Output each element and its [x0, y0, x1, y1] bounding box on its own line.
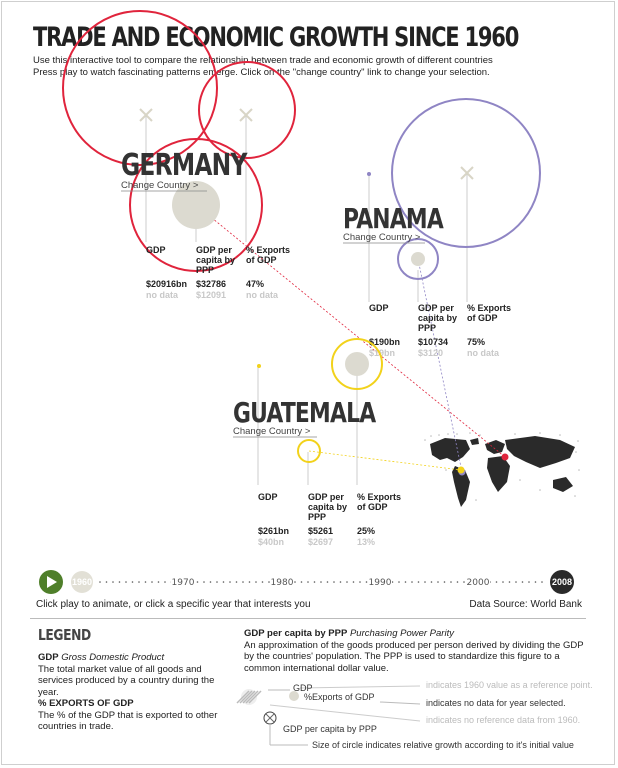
guatemala-header-exports-0: % Exports — [357, 492, 402, 502]
guatemala-ref-gdp: $40bn — [258, 537, 285, 547]
legend-ppp-term: GDP per capita by PPP — [244, 628, 348, 639]
panama-value-exports: 75% — [467, 337, 486, 347]
guatemala-header-exports-1: of GDP — [357, 502, 388, 512]
key-ppp-label: GDP per capita by PPP — [283, 724, 377, 734]
germany-ref-gdp: no data — [146, 290, 179, 300]
legend-ppp — [244, 628, 589, 674]
germany-value-gdppc: $32786 — [196, 279, 227, 289]
timeline-dot — [268, 581, 270, 583]
panama-value-gdppc: $10734 — [418, 337, 449, 347]
legend-ppp-term-italic: Purchasing Power Parity — [349, 628, 454, 639]
timeline-dot — [496, 581, 498, 583]
timeline-dot — [522, 581, 524, 583]
timeline-dot — [333, 581, 335, 583]
germany-ref-exports: no data — [246, 290, 279, 300]
key-gdp-label: GDP — [293, 683, 313, 693]
panama-value-gdp: $190bn — [369, 337, 401, 347]
note-size: Size of circle indicates relative growth according to it's initial value — [312, 740, 574, 750]
germany-value-exports: 47% — [246, 279, 265, 289]
timeline-dot — [418, 581, 420, 583]
timeline-dot — [535, 581, 537, 583]
timeline-dot — [457, 581, 459, 583]
timeline-dot — [197, 581, 199, 583]
timeline-dot — [528, 581, 530, 583]
timeline-dot — [411, 581, 413, 583]
guatemala-map-marker — [458, 467, 465, 474]
panama-ref-gdppc: $3120 — [418, 348, 444, 358]
panama-header-gdp: GDP — [369, 303, 389, 313]
start-year-label: 1960 — [71, 577, 93, 587]
panama-stem-dot — [367, 172, 371, 176]
timeline-year-1980[interactable]: 1980 — [270, 578, 294, 588]
germany-value-gdp: $20916bn — [146, 279, 188, 289]
timeline-dot — [99, 581, 101, 583]
timeline-dot — [340, 581, 342, 583]
panama-change-country-link[interactable]: Change Country > — [343, 232, 421, 243]
germany-header-gdppc-2: PPP — [196, 265, 215, 275]
legend-gdp-desc: The total market value of all goods and services produced by a country during the year. — [38, 663, 215, 698]
germany-map-marker — [502, 454, 509, 461]
key-reference-leader — [300, 686, 420, 688]
timeline-dot — [502, 581, 504, 583]
guatemala-value-gdppc: $5261 — [308, 526, 334, 536]
timeline-dot — [216, 581, 218, 583]
timeline-dot — [229, 581, 231, 583]
world-map — [430, 436, 575, 507]
germany-header-gdppc-0: GDP per — [196, 245, 232, 255]
legend-divider — [30, 618, 586, 619]
intro-line-2: Press play to watch fascinating patterns emerge. Click on the "change country" link to change your selection. — [33, 66, 490, 78]
note-nodata-ref: indicates no reference data from 1960. — [426, 715, 581, 725]
play-button[interactable] — [39, 570, 63, 594]
timeline-year-2000[interactable]: 2000 — [466, 578, 490, 588]
germany-header-gdp: GDP — [146, 245, 166, 255]
germany-country-name: GERMANY — [120, 148, 247, 183]
panama-ref-exports: no data — [467, 348, 500, 358]
legend-title: LEGEND — [38, 626, 91, 644]
timeline-dot — [301, 581, 303, 583]
note-nodata-year: indicates no data for year selected. — [426, 698, 566, 708]
timeline-dot — [106, 581, 108, 583]
panama-ref-gdp: $19bn — [369, 348, 396, 358]
current-year-label: 2008 — [551, 577, 573, 587]
timeline-year-1990[interactable]: 1990 — [368, 578, 392, 588]
guatemala-country-name: GUATEMALA — [233, 396, 376, 429]
timeline-dot — [138, 581, 140, 583]
timeline-dot — [320, 581, 322, 583]
timeline-dot — [203, 581, 205, 583]
timeline-dot — [515, 581, 517, 583]
key-ref-leader — [270, 705, 420, 721]
panama-header-gdppc-2: PPP — [418, 323, 437, 333]
legend-exports — [38, 698, 233, 733]
panama-header-gdppc-1: capita by — [418, 313, 458, 323]
guatemala-header-gdppc-0: GDP per — [308, 492, 344, 502]
timeline-dot — [353, 581, 355, 583]
guatemala-ref-gdppc: $2697 — [308, 537, 334, 547]
chart-layer — [63, 11, 540, 547]
germany-header-exports-0: % Exports — [246, 245, 291, 255]
key-no-data-hatch — [237, 689, 261, 705]
timeline-dot — [125, 581, 127, 583]
timeline-dot — [119, 581, 121, 583]
guatemala-value-gdp: $261bn — [258, 526, 290, 536]
timeline-dot — [223, 581, 225, 583]
guatemala-header-gdppc-1: capita by — [308, 502, 348, 512]
key-nodata-leader — [380, 702, 420, 704]
germany-growth-ring-0 — [63, 11, 217, 165]
panama-header-exports-1: of GDP — [467, 313, 498, 323]
timeline-dot — [294, 581, 296, 583]
timeline-dot — [405, 581, 407, 583]
timeline-dot — [541, 581, 543, 583]
timeline-dot — [359, 581, 361, 583]
timeline-dot — [327, 581, 329, 583]
legend-exports-term: % EXPORTS OF GDP — [38, 698, 134, 709]
timeline-dot — [132, 581, 134, 583]
key-exports-label: %Exports of GDP — [304, 692, 375, 702]
germany-header-gdppc-1: capita by — [196, 255, 236, 265]
timeline-hint: Click play to animate, or click a specific year that interests you — [36, 599, 311, 610]
germany-header-exports-1: of GDP — [246, 255, 277, 265]
timeline-dot — [164, 581, 166, 583]
guatemala-change-country-link[interactable]: Change Country > — [233, 426, 311, 437]
panama-header-gdppc-0: GDP per — [418, 303, 454, 313]
timeline-dot — [463, 581, 465, 583]
panama-country-name: PANAMA — [343, 202, 443, 235]
timeline-start-year — [71, 571, 93, 593]
timeline-dot — [112, 581, 114, 583]
guatemala-value-exports: 25% — [357, 526, 376, 536]
timeline-dot — [236, 581, 238, 583]
timeline-dot — [509, 581, 511, 583]
timeline-dot — [366, 581, 368, 583]
timeline-dot — [398, 581, 400, 583]
page-title: TRADE AND ECONOMIC GROWTH SINCE 1960 — [33, 22, 519, 53]
timeline[interactable] — [39, 570, 574, 594]
timeline-dot — [346, 581, 348, 583]
legend-gdp-term: GDP — [38, 652, 59, 663]
guatemala-header-gdppc-2: PPP — [308, 512, 327, 522]
timeline-dot — [255, 581, 257, 583]
timeline-year-1970[interactable]: 1970 — [171, 578, 195, 588]
guatemala-group — [233, 339, 465, 547]
guatemala-ref-exports: 13% — [357, 537, 376, 547]
legend-gdp — [38, 652, 233, 698]
timeline-dot — [314, 581, 316, 583]
note-reference: indicates 1960 value as a reference point. — [426, 680, 593, 690]
timeline-dot — [145, 581, 147, 583]
germany-ref-gdppc: $12091 — [196, 290, 227, 300]
panama-reference-circle — [411, 252, 425, 266]
timeline-dot — [444, 581, 446, 583]
timeline-dot — [242, 581, 244, 583]
panama-header-exports-0: % Exports — [467, 303, 512, 313]
timeline-dot — [151, 581, 153, 583]
guatemala-header-gdp: GDP — [258, 492, 278, 502]
timeline-current-year[interactable] — [550, 570, 574, 594]
timeline-dot — [424, 581, 426, 583]
germany-group — [63, 11, 512, 461]
timeline-dot — [450, 581, 452, 583]
guatemala-reference-circle — [345, 352, 369, 376]
timeline-dot — [437, 581, 439, 583]
legend-ppp-desc: An approximation of the goods produced per person derived by dividing the GDP by the countries' population. The PPP is used to standardize this figure to a common international dollar value. — [244, 639, 584, 674]
timeline-dot — [249, 581, 251, 583]
legend-gdp-term-italic: Gross Domestic Product — [61, 652, 165, 663]
guatemala-stem-dot — [257, 364, 261, 368]
data-source: Data Source: World Bank — [469, 599, 582, 610]
timeline-dot — [431, 581, 433, 583]
timeline-dot — [262, 581, 264, 583]
legend-exports-desc: The % of the GDP that is exported to other countries in trade. — [38, 709, 218, 732]
germany-change-country-link[interactable]: Change Country > — [121, 180, 199, 191]
timeline-dot — [210, 581, 212, 583]
timeline-dot — [158, 581, 160, 583]
intro-line-1: Use this interactive tool to compare the relationship between trade and economic growth of different countries — [33, 55, 493, 66]
timeline-dot — [307, 581, 309, 583]
